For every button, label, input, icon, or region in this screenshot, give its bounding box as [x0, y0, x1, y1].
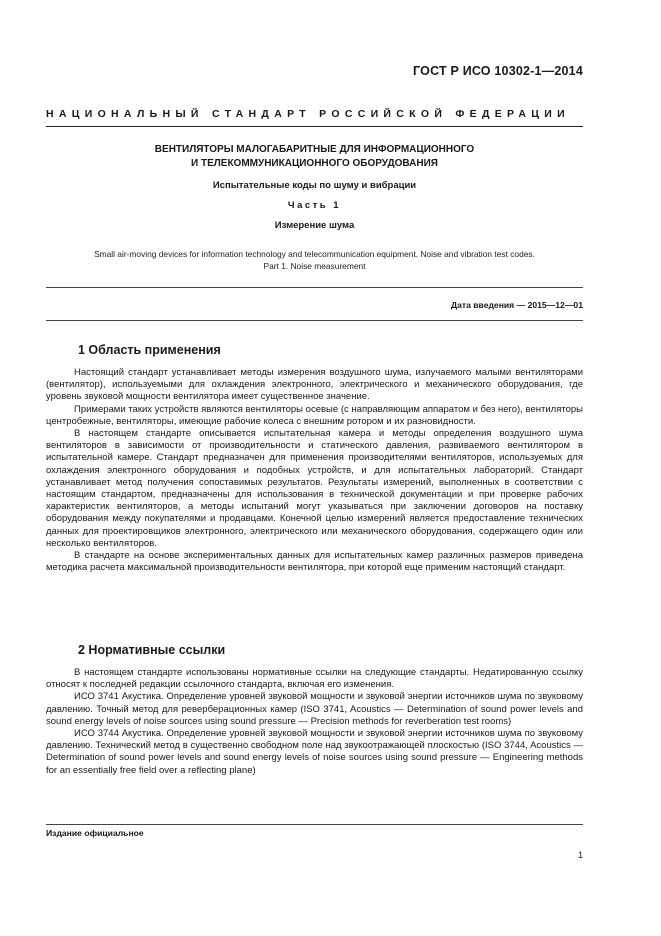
- section-1-paragraph: Примерами таких устройств являются вентиляторы осевые (с направляющим аппаратом и без него), вентиляторы центробежные, вентиляторы, имеющие рабочие колеса с внешним ротором и их разновидности.: [46, 403, 583, 427]
- section-1-paragraph: Настоящий стандарт устанавливает методы измерения воздушного шума, излучаемого малыми вентиляторами (вентилятор), используемыми для охлаждения электронного, электрического и механического оборудования, где уровень звуковой мощности вентилятора имеет существенное значение.: [46, 367, 583, 403]
- document-id: ГОСТ Р ИСО 10302-1—2014: [413, 64, 583, 78]
- section-1-paragraph: В стандарте на основе экспериментальных данных для испытательных камер различных размеров приведена методика расчета максимальной производительности вентилятора, при которой еще применим настоящий стандарт.: [46, 550, 583, 574]
- national-standard-title: НАЦИОНАЛЬНЫЙ СТАНДАРТ РОССИЙСКОЙ ФЕДЕРАЦИИ: [46, 108, 570, 120]
- footer-rule: [46, 824, 583, 825]
- section-2-paragraph: В настоящем стандарте использованы нормативные ссылки на следующие стандарты. Недатированную ссылку относят к последней редакции ссылочного стандарта, включая его изменения.: [46, 667, 583, 691]
- title-rule: [46, 287, 583, 288]
- section-2-paragraph: ИСО 3741 Акустика. Определение уровней звуковой мощности и звуковой энергии источников шума по звуковому давлению. Точный метод для реверберационных камер (ISO 3741, Acoustics — Determination of sound power levels and sound energy levels of noise sources using sound pressure — Precision methods for reverberation test rooms): [46, 691, 583, 727]
- standard-title-line2: И ТЕЛЕКОММУНИКАЦИОННОГО ОБОРУДОВАНИЯ: [191, 157, 438, 169]
- date-rule: [46, 320, 583, 321]
- english-title: [46, 249, 583, 272]
- standard-title: [46, 143, 583, 170]
- page-number: 1: [577, 850, 583, 860]
- standard-subtitle: Испытательные коды по шуму и вибрации: [212, 180, 417, 191]
- section-1-body: [46, 367, 583, 574]
- part-label: Часть 1: [287, 200, 342, 211]
- section-2-body: [46, 667, 583, 777]
- introduction-date: Дата введения — 2015—12—01: [450, 300, 583, 310]
- part-title: Измерение шума: [274, 220, 355, 231]
- top-rule: [46, 126, 583, 127]
- english-title-line2: Part 1. Noise measurement: [263, 260, 366, 271]
- english-title-line1: Small air-moving devices for information technology and telecommunication equipment. Noise and vibration test codes.: [94, 249, 535, 259]
- section-1-heading: 1 Область применения: [78, 343, 221, 357]
- standard-title-line1: ВЕНТИЛЯТОРЫ МАЛОГАБАРИТНЫЕ ДЛЯ ИНФОРМАЦИОННОГО: [154, 144, 475, 155]
- edition-label: Издание официальное: [46, 828, 144, 838]
- section-1-paragraph: В настоящем стандарте описывается испытательная камера и методы определения воздушного шума вентиляторов в зависимости от производительности и статического давления, развиваемого вентилятором в испытательной камере. Стандарт предназначен для применения производителями вентиляторов, используемых для охлаждения электронного оборудования и подобных устройств, и для испытательных лабораторий. Стандарт устанавливает метод получения сопоставимых результатов. Результаты измерений, выполненных в соответствии с настоящим стандартом, предназначены для использования в технической документации и при проверке рабочих характеристик вентиляторов, а методы испытаний могут указываться при заключении договоров на поставку оборудования между покупателями и продавцами. Конечной целью измерений является предоставление технических данных для проектировщиков электронного, электрического или механического оборудования, содержащего один или несколько вентиляторов.: [46, 428, 583, 549]
- section-2-paragraph: ИСО 3744 Акустика. Определение уровней звуковой мощности и звуковой энергии источников шума по звуковому давлению. Технический метод в существенно свободном поле над звукоотражающей плоскостью (ISO 3744, Acoustics — Determination of sound power levels and sound energy levels of noise sources using sound pressure — Engineering methods for an essentially free field over a reflecting plane): [46, 728, 583, 776]
- section-2-heading: 2 Нормативные ссылки: [78, 643, 226, 657]
